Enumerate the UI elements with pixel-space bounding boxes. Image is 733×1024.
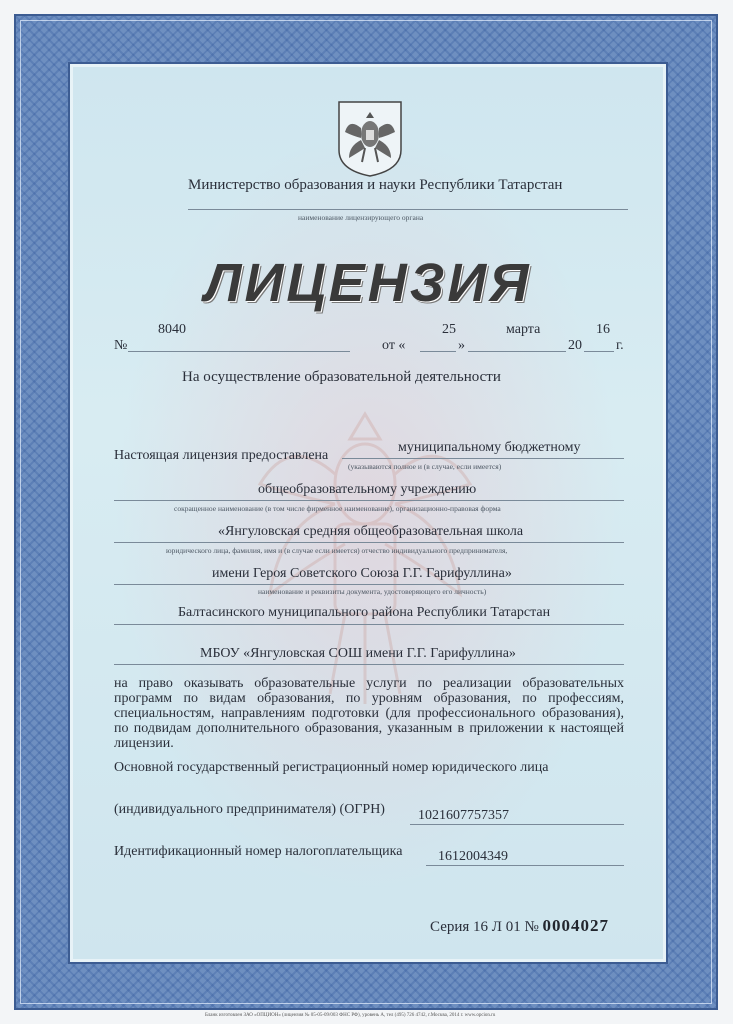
licensee-line-1: муниципальному бюджетному <box>398 440 581 455</box>
issuer-name: Министерство образования и науки Республики Татарстан <box>188 177 563 193</box>
licensee-line-2: общеобразовательному учреждению <box>258 482 477 497</box>
licensee-line-4: имени Героя Советского Союза Г.Г. Гарифуллина» <box>212 566 512 581</box>
licensee-underline-4 <box>114 584 624 585</box>
licensee-short-name: МБОУ «Янгуловская СОШ имени Г.Г. Гарифуллина» <box>200 646 516 661</box>
number-underline <box>128 351 350 352</box>
series-label: Серия <box>430 919 470 935</box>
date-year-prefix: 20 <box>568 338 582 353</box>
inn-underline <box>426 865 624 866</box>
month-underline <box>468 351 566 352</box>
licensee-caption-2: сокращенное наименование (в том числе фирменное наименование), организационно-правовая форма <box>174 504 501 513</box>
date-day-close: » <box>458 338 465 353</box>
inn-label: Идентификационный номер налогоплательщика <box>114 844 403 859</box>
licensee-line-3: «Янгуловская средняя общеобразовательная школа <box>218 524 524 539</box>
license-purpose: На осуществление образовательной деятельности <box>182 369 501 385</box>
day-underline <box>420 351 456 352</box>
date-from-label: от « <box>382 338 406 353</box>
licensee-caption-4: наименование и реквизиты документа, удостоверяющего его личность) <box>258 587 487 596</box>
series-value: 16 Л 01 <box>473 919 521 935</box>
date-year-suffix: г. <box>616 338 624 353</box>
series-number-label: № <box>524 919 539 935</box>
ogrn-value: 1021607757357 <box>418 808 509 823</box>
licensee-underline-2 <box>114 500 624 501</box>
year-underline <box>584 351 614 352</box>
licensee-underline-1 <box>342 458 624 459</box>
issuer-caption: наименование лицензирующего органа <box>298 213 424 222</box>
licensee-underline-6 <box>114 664 624 665</box>
ogrn-label-2: (индивидуального предпринимателя) (ОГРН) <box>114 802 385 817</box>
inn-value: 1612004349 <box>438 849 508 864</box>
series-number: 0004027 <box>542 916 610 935</box>
series-block <box>430 916 609 936</box>
date-month: марта <box>506 322 541 337</box>
print-footer: Бланк изготовлен ЗАО «ОПЦИОН» (лицензия № 05-05-09/003 ФНС РФ), уровень А, тел (495) 726 4742, г.Москва, 2014 г. www.opcion.ru <box>205 1013 496 1018</box>
document-title: ЛИЦЕНЗИЯ <box>204 253 532 313</box>
number-label: № <box>114 338 128 353</box>
license-number: 8040 <box>158 322 186 337</box>
licensee-underline-3 <box>114 542 624 543</box>
licensee-intro: Настоящая лицензия предоставлена <box>114 448 329 463</box>
issuer-underline <box>188 209 628 210</box>
licensee-caption-1: (указываются полное и (в случае, если имеется) <box>348 462 502 471</box>
licensee-underline-5 <box>114 624 624 625</box>
ogrn-label-1: Основной государственный регистрационный номер юридического лица <box>114 760 549 775</box>
date-day: 25 <box>442 322 456 337</box>
ogrn-underline <box>410 824 624 825</box>
licensee-line-5: Балтасинского муниципального района Республики Татарстан <box>178 605 551 620</box>
coat-of-arms-icon <box>335 98 405 178</box>
license-document <box>68 62 668 964</box>
date-year: 16 <box>596 322 610 337</box>
licensee-caption-3: юридического лица, фамилия, имя и (в случае если имеется) отчество индивидуального предпринимателя, <box>166 546 508 555</box>
rights-text: на право оказывать образовательные услуги по реализации образовательных программ по видам образования, по уровням образования, по профессиям, специальностям, направлениям подготовки (для профессионального образования), по подвидам дополнительного образования, указанным в приложении к настоящей лицензии. <box>114 676 624 751</box>
